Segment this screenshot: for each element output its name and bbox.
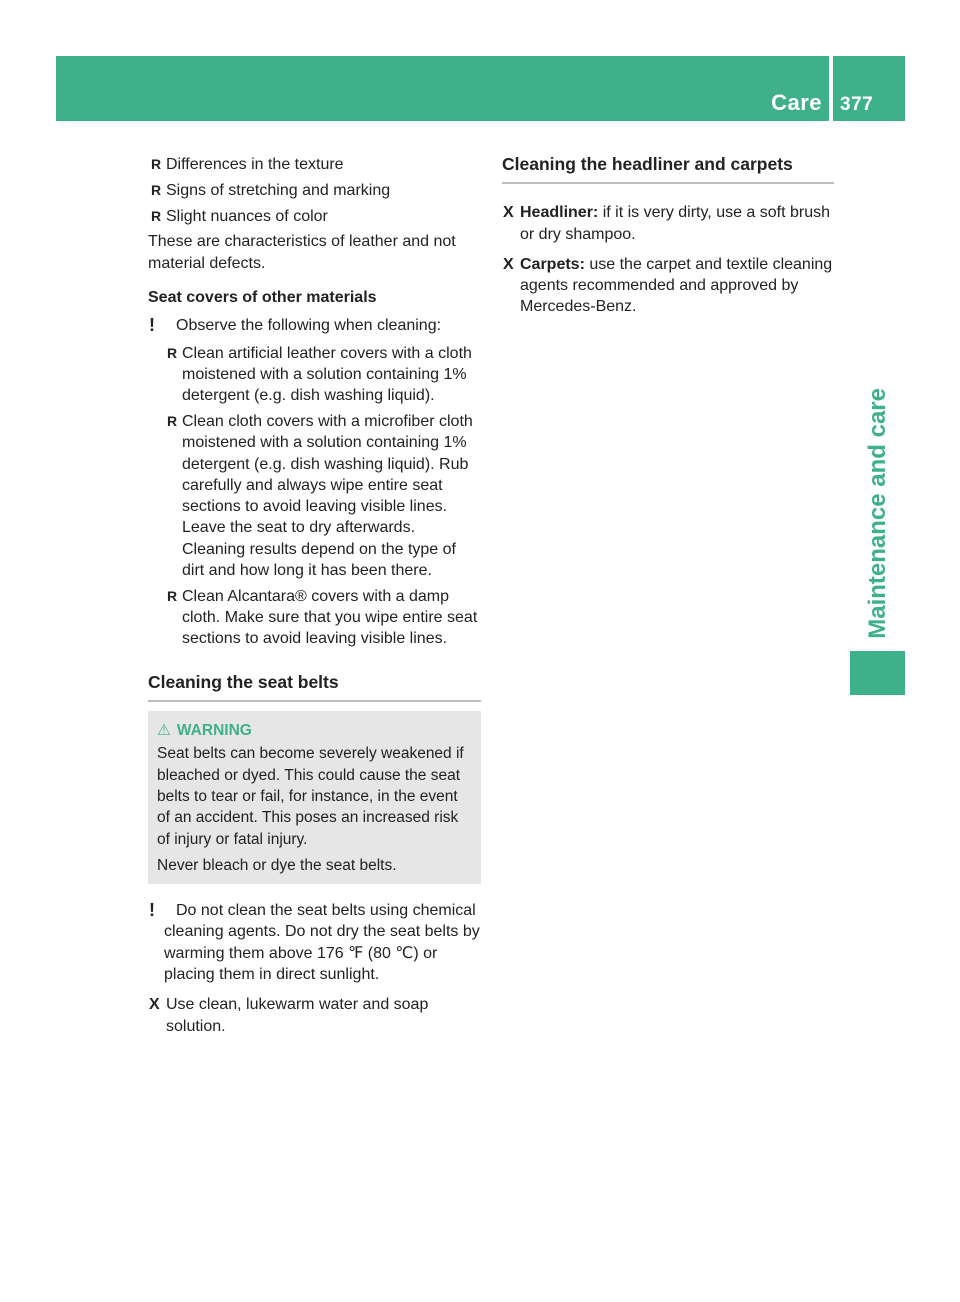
warning-instruction: Never bleach or dye the seat belts. (157, 856, 397, 874)
step-text: if it is very dirty, use a soft brush or dry shampoo. (520, 204, 831, 243)
cleaning-notice (148, 315, 481, 336)
bullet-text: Clean Alcantara® covers with a damp cloth. Make sure that you wipe entire seat sections to avoid leaving visible lines. (182, 587, 478, 648)
page-number: 377 (840, 94, 874, 115)
side-tab-marker (850, 651, 905, 695)
warning-icon: ⚠ (157, 722, 171, 740)
bullet-icon: R (167, 587, 178, 604)
list-item (148, 586, 481, 650)
list-item (148, 180, 481, 201)
step-icon: X (503, 255, 514, 273)
other-materials-heading: Seat covers of other materials (148, 288, 377, 306)
bullet-text: Differences in the texture (166, 156, 344, 173)
step-icon: X (149, 996, 160, 1014)
side-tab (850, 121, 905, 639)
instruction-step (502, 202, 834, 245)
step-text: use the carpet and textile cleaning agents recommended and approved by Mercedes-Benz. (520, 255, 833, 316)
step-icon: X (503, 204, 514, 222)
bullet-icon: R (151, 156, 162, 172)
right-column (502, 154, 834, 318)
seat-belts-notice (148, 900, 481, 985)
headliner-heading: Cleaning the headliner and carpets (502, 154, 834, 184)
bullet-icon: R (167, 412, 178, 429)
list-item (148, 343, 481, 407)
bullet-icon: R (151, 207, 162, 224)
instruction-step (148, 994, 481, 1037)
step-label: Carpets: (520, 255, 585, 273)
bullet-icon: R (151, 181, 162, 198)
exclamation-icon: ! (149, 315, 155, 336)
header-divider (829, 56, 833, 121)
list-item (148, 206, 481, 227)
step-text: Use clean, lukewarm water and soap solution. (166, 996, 429, 1035)
leather-note: These are characteristics of leather and not material defects. (148, 233, 456, 272)
bullet-icon: R (167, 344, 178, 361)
step-label: Headliner: (520, 204, 599, 222)
seat-belts-heading: Cleaning the seat belts (148, 672, 481, 702)
list-item (148, 154, 481, 175)
bullet-text: Slight nuances of color (166, 207, 328, 225)
notice-text: Observe the following when cleaning: (176, 317, 442, 335)
bullet-text: Clean cloth covers with a microfiber cloth moistened with a solution containing 1% detergent (e.g. dish washing liquid). Rub carefully and always wipe entire seat sections to avoid leaving visible lines. Leave the seat to dry afterwards. Cleaning results depend on the type of dirt and how long it has been there. (182, 412, 473, 580)
notice-text: Do not clean the seat belts using chemical cleaning agents. Do not dry the seat belts by warming them above 176 ℉ (80 ℃) or placing them in direct sunlight. (164, 902, 480, 983)
exclamation-icon: ! (149, 900, 155, 921)
warning-box (148, 711, 481, 884)
warning-text: Seat belts can become severely weakened if bleached or dyed. This could cause the seat belts to tear or fail, for instance, in the event of an accident. This poses an increased risk of injury or fatal injury. (157, 745, 464, 848)
warning-label: WARNING (176, 722, 252, 740)
instruction-step (502, 254, 834, 318)
bullet-text: Clean artificial leather covers with a cloth moistened with a solution containing 1% detergent (e.g. dish washing liquid). (182, 344, 472, 405)
bullet-text: Signs of stretching and marking (166, 181, 391, 199)
side-tab-label: Maintenance and care (863, 388, 891, 639)
left-column (148, 154, 481, 1037)
header-section-title: Care (771, 90, 822, 115)
list-item (148, 411, 481, 581)
warning-title (157, 720, 471, 741)
